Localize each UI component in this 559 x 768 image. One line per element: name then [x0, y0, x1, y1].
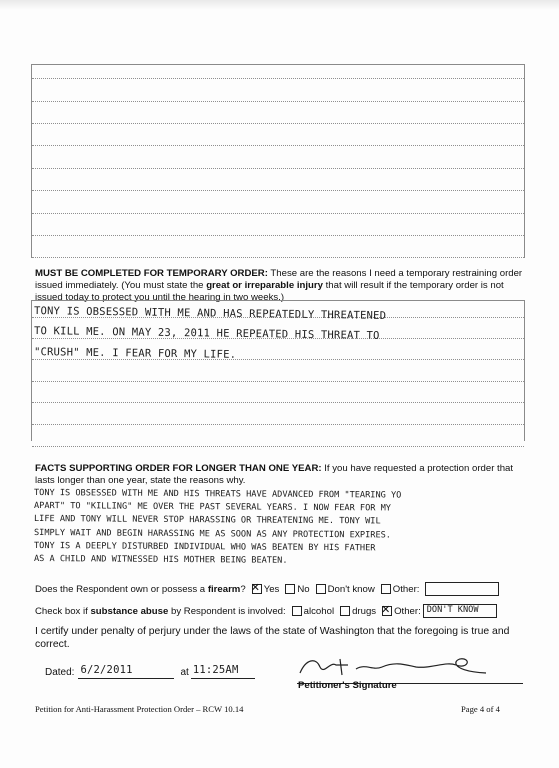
petitioner-signature [296, 655, 496, 681]
substance-bold: substance abuse [90, 605, 169, 617]
substance-alcohol-checkbox[interactable] [292, 606, 302, 616]
substance-prefix: Check box if [35, 605, 88, 617]
facts-text: If you have requested a protection order that lasts longer than one year, state the reasons why. [35, 463, 514, 486]
certify-text: I certify under penalty of perjury under the laws of the state of Washington that the foregoing is true and correct. [35, 626, 510, 650]
firearm-bold: firearm [207, 583, 241, 595]
firearm-row [35, 582, 499, 596]
facts-instructions [35, 463, 525, 487]
facts-handwritten-line: TONY IS OBSESSED WITH ME AND HIS THREATS HAVE ADVANCED FROM "TEARING YO [33, 488, 402, 501]
facts-handwritten-line: LIFE AND TONY WILL NEVER STOP HARASSING OR THREATENING ME. TONY WIL [33, 514, 381, 527]
firearm-other-checkbox[interactable] [381, 584, 391, 594]
reasons-instructions [35, 268, 525, 304]
substance-other-checkbox[interactable] [382, 606, 392, 616]
substance-alcohol-label: alcohol [303, 605, 335, 617]
substance-other-value: DON'T KNOW [426, 605, 479, 615]
dated-row [45, 666, 255, 679]
reasons-heading: MUST BE COMPLETED FOR TEMPORARY ORDER: [35, 268, 268, 279]
facts-handwritten-line: APART" TO "KILLING" ME OVER THE PAST SEVERAL YEARS. I NOW FEAR FOR MY [33, 501, 392, 514]
substance-suffix: by Respondent is involved: [171, 605, 286, 617]
substance-other-label: Other: [394, 605, 421, 617]
dated-label: Dated: [45, 667, 75, 678]
firearm-dont-know-label: Don't know [327, 583, 375, 595]
firearm-other-label: Other: [392, 583, 420, 595]
firearm-dont-know-checkbox[interactable] [316, 584, 326, 594]
substance-other-field[interactable] [423, 604, 497, 618]
reasons-text2: that will result if the temporary order is not issued today to protect you until the hearing in two weeks.) [35, 280, 504, 303]
substance-row [35, 604, 497, 618]
date-field[interactable] [78, 666, 174, 679]
time-field[interactable] [191, 666, 255, 679]
date-value: 6/2/2011 [80, 664, 133, 676]
reasons-handwritten-line: TO KILL ME. ON MAY 23, 2011 HE REPEATED HIS THREAT TO [33, 325, 380, 342]
reasons-handwritten-line: "CRUSH" ME. I FEAR FOR MY LIFE. [33, 346, 237, 361]
footer-left: Petition for Anti-Harassment Protection Order – RCW 10.14 [35, 704, 244, 714]
signature-label: Petitioner's Signature [298, 680, 397, 691]
substance-drugs-checkbox[interactable] [340, 606, 350, 616]
facts-handwritten-line: SIMPLY WAIT AND BEGIN HARASSING ME AS SOON AS ANY PROTECTION EXPIRES. [33, 528, 392, 541]
firearm-qmark: ? [240, 583, 246, 595]
firearm-question: Does the Respondent own or possess a [35, 583, 206, 595]
facts-heading: FACTS SUPPORTING ORDER FOR LONGER THAN ONE YEAR: [35, 463, 322, 474]
firearm-other-field[interactable] [425, 582, 499, 596]
top-lined-box [31, 64, 525, 258]
time-value: 11:25AM [192, 664, 239, 676]
facts-handwritten-line: TONY IS A DEEPLY DISTURBED INDIVIDUAL WHO WAS BEATEN BY HIS FATHER [33, 541, 376, 554]
substance-drugs-label: drugs [352, 605, 377, 617]
reasons-handwritten-line: TONY IS OBSESSED WITH ME AND HAS REPEATEDLY THREATENED [33, 305, 387, 322]
scan-edge [0, 0, 559, 10]
firearm-yes-checkbox[interactable] [252, 584, 262, 594]
reasons-text: These are the reasons I need a temporary restraining order issued immediately. (You must state the [35, 268, 523, 291]
firearm-yes-label: Yes [263, 583, 280, 595]
firearm-no-label: No [297, 583, 310, 595]
reasons-bold: great or irreparable injury [206, 280, 323, 291]
facts-handwritten-line: AS A CHILD AND WITNESSED HIS MOTHER BEING BEATEN. [33, 554, 288, 566]
footer-right: Page 4 of 4 [461, 704, 500, 714]
at-label: at [180, 667, 189, 678]
reasons-lined-box [31, 300, 525, 441]
firearm-no-checkbox[interactable] [285, 584, 295, 594]
